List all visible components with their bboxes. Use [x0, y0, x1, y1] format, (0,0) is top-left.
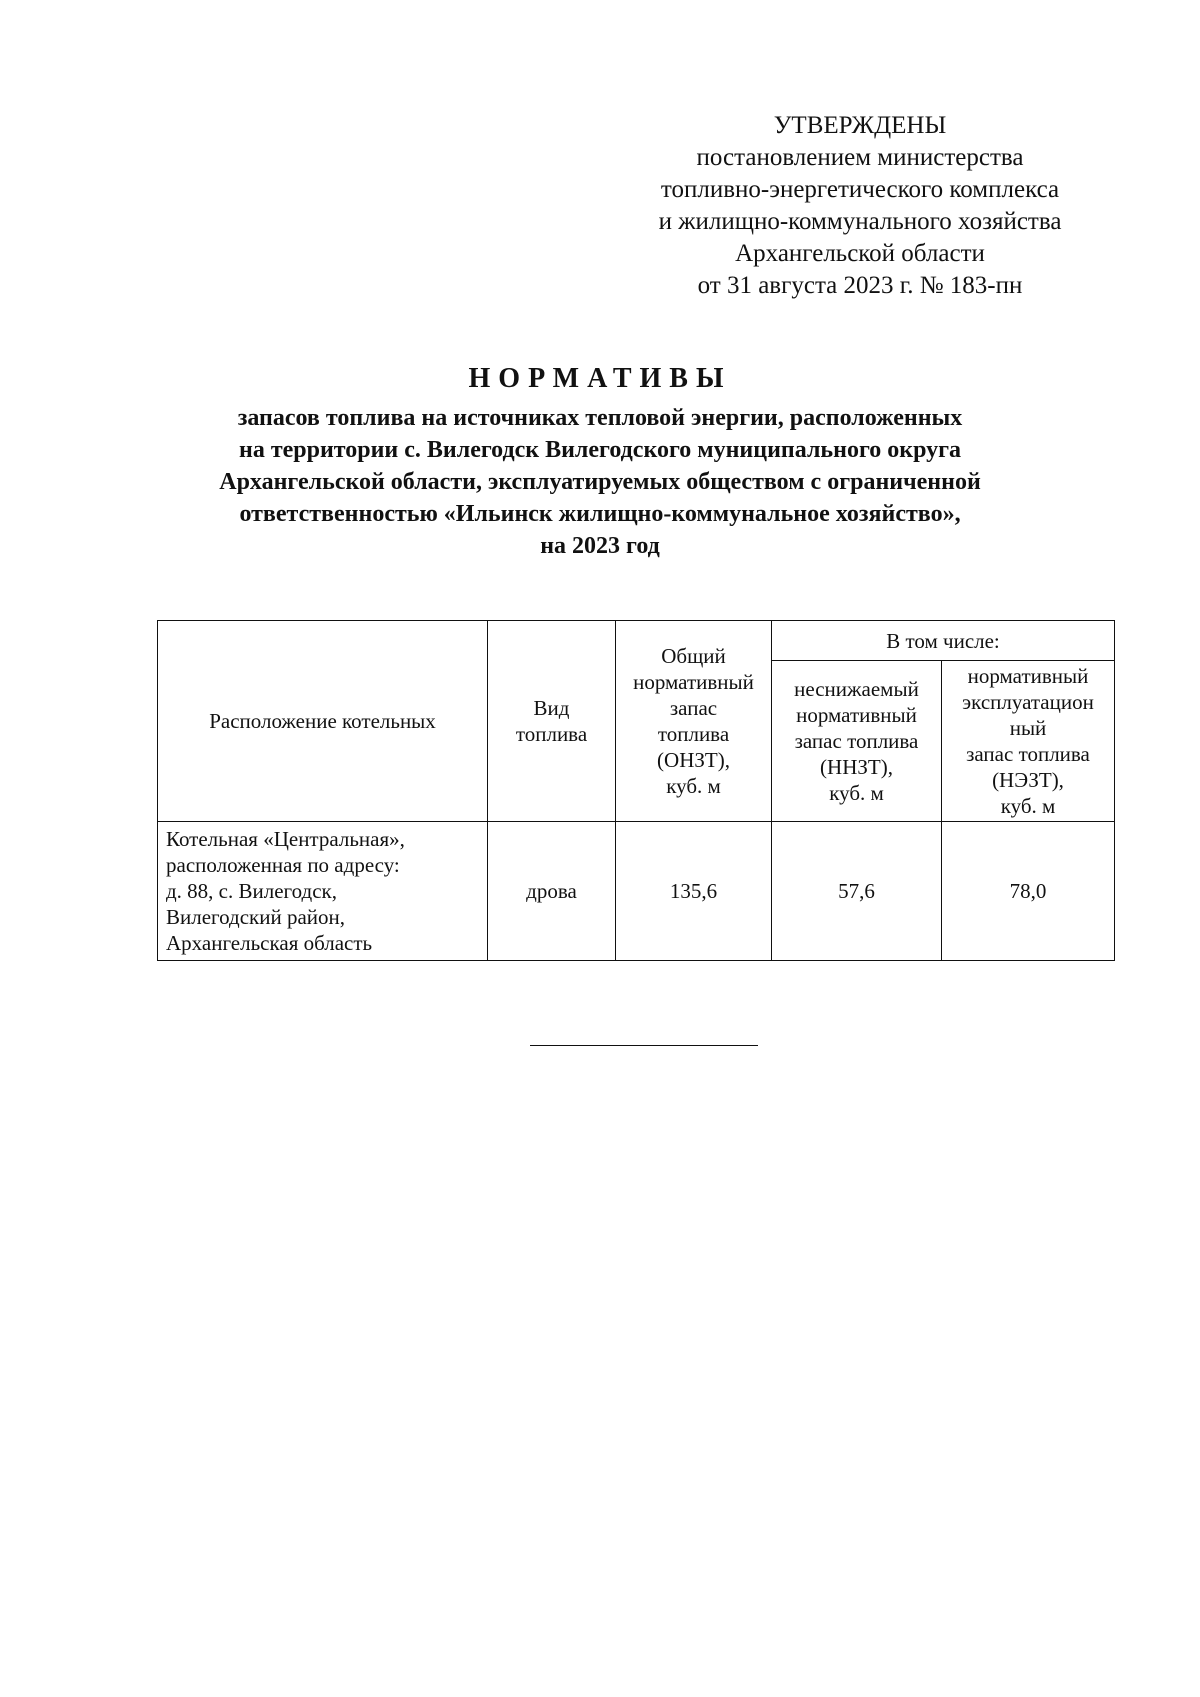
title-line: запасов топлива на источниках тепловой энергии, расположенных — [237, 405, 963, 431]
title-line: на 2023 год — [540, 533, 660, 559]
title-line: ответственностью «Ильинск жилищно-коммунальное хозяйство», — [239, 501, 961, 527]
approval-block — [600, 110, 1120, 302]
approval-line: и жилищно-коммунального хозяйства — [658, 208, 1062, 235]
approval-date-number: от 31 августа 2023 г. № 183-пн — [697, 272, 1023, 299]
approval-line: Архангельской области — [735, 240, 985, 267]
approval-heading: УТВЕРЖДЕНЫ — [773, 112, 947, 139]
approval-line: постановлением министерства — [696, 144, 1024, 171]
title-main: НОРМАТИВЫ — [468, 363, 732, 394]
header-total-reserve: Общий нормативный запас топлива (ОНЗТ), куб. м — [616, 621, 772, 822]
header-including: В том числе: — [772, 621, 1115, 661]
header-nnzt: неснижаемый нормативный запас топлива (ННЗТ), куб. м — [772, 661, 942, 822]
table-row — [158, 822, 1115, 961]
header-nezt: нормативный эксплуатацион ный запас топлива (НЭЗТ), куб. м — [942, 661, 1115, 822]
title-line: Архангельской области, эксплуатируемых обществом с ограниченной — [219, 469, 981, 495]
norms-table — [157, 620, 1115, 961]
closing-divider — [530, 1045, 758, 1046]
cell-location: Котельная «Центральная», расположенная по адресу: д. 88, с. Вилегодск, Вилегодский район, Архангельская область — [158, 822, 488, 961]
title-line: на территории с. Вилегодск Вилегодского муниципального округа — [238, 437, 961, 463]
title-subtitle — [150, 402, 1050, 562]
cell-nnzt: 57,6 — [772, 822, 942, 961]
document-title — [150, 360, 1050, 562]
cell-nezt: 78,0 — [942, 822, 1115, 961]
approval-line: топливно-энергетического комплекса — [660, 176, 1060, 203]
header-location: Расположение котельных — [158, 621, 488, 822]
cell-fuel-type: дрова — [488, 822, 616, 961]
header-fuel-type: Вид топлива — [488, 621, 616, 822]
cell-total-reserve: 135,6 — [616, 822, 772, 961]
